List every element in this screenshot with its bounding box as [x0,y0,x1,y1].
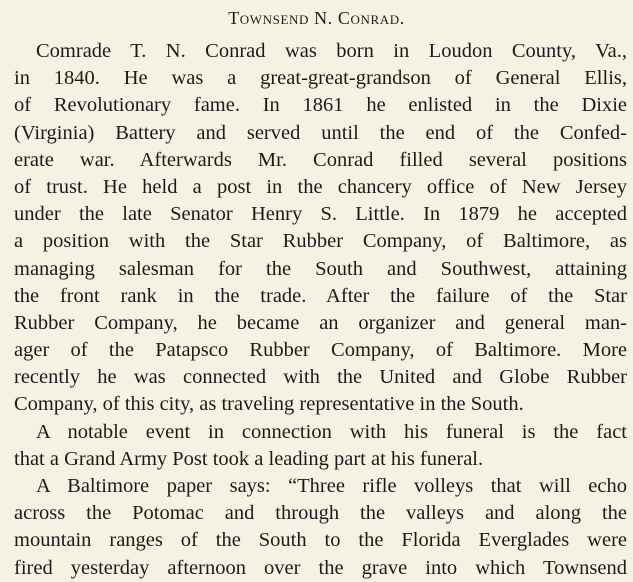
text-line: of trust. He held a post in the chancery office of New Jersey [14,175,627,198]
text-line: Company, of this city, as traveling representative in the South. [14,393,524,416]
text-line: under the late Senator Henry S. Little. In 1879 he accepted [14,203,627,226]
text-line: managing salesman for the South and Southwest, attaining [14,257,627,280]
text-line: Comrade T. N. Conrad was born in Loudon County, Va., [36,40,627,62]
text-line: A notable event in connection with his funeral is the fact [36,420,627,443]
text-line: fired yesterday afternoon over the grave into which Townsend [14,556,627,579]
text-line: in 1840. He was a great-great-grandson of General Ellis, [14,67,627,90]
text-line: a position with the Star Rubber Company, of Baltimore, as [14,230,627,253]
article-body [14,38,627,582]
text-line: mountain ranges of the South to the Florida Everglades were [14,529,627,552]
article-title: Townsend N. Conrad. [228,8,405,28]
text-line: ager of the Patapsco Rubber Company, of Baltimore. More [14,339,627,362]
text-line: erate war. Afterwards Mr. Conrad filled several positions [14,148,627,171]
text-line: of Revolutionary fame. In 1861 he enlisted in the Dixie [14,94,627,117]
text-line: that a Grand Army Post took a leading part at his funeral. [14,447,484,470]
text-line: Rubber Company, he became an organizer and general man- [14,311,627,334]
text-line: recently he was connected with the United and Globe Rubber [14,366,627,389]
text-line: (Virginia) Battery and served until the end of the Confed- [14,121,627,144]
text-line: across the Potomac and through the valleys and along the [14,502,627,525]
text-line: A Baltimore paper says: “Three rifle volleys that will echo [36,475,627,497]
text-line: the front rank in the trade. After the failure of the Star [14,284,627,307]
